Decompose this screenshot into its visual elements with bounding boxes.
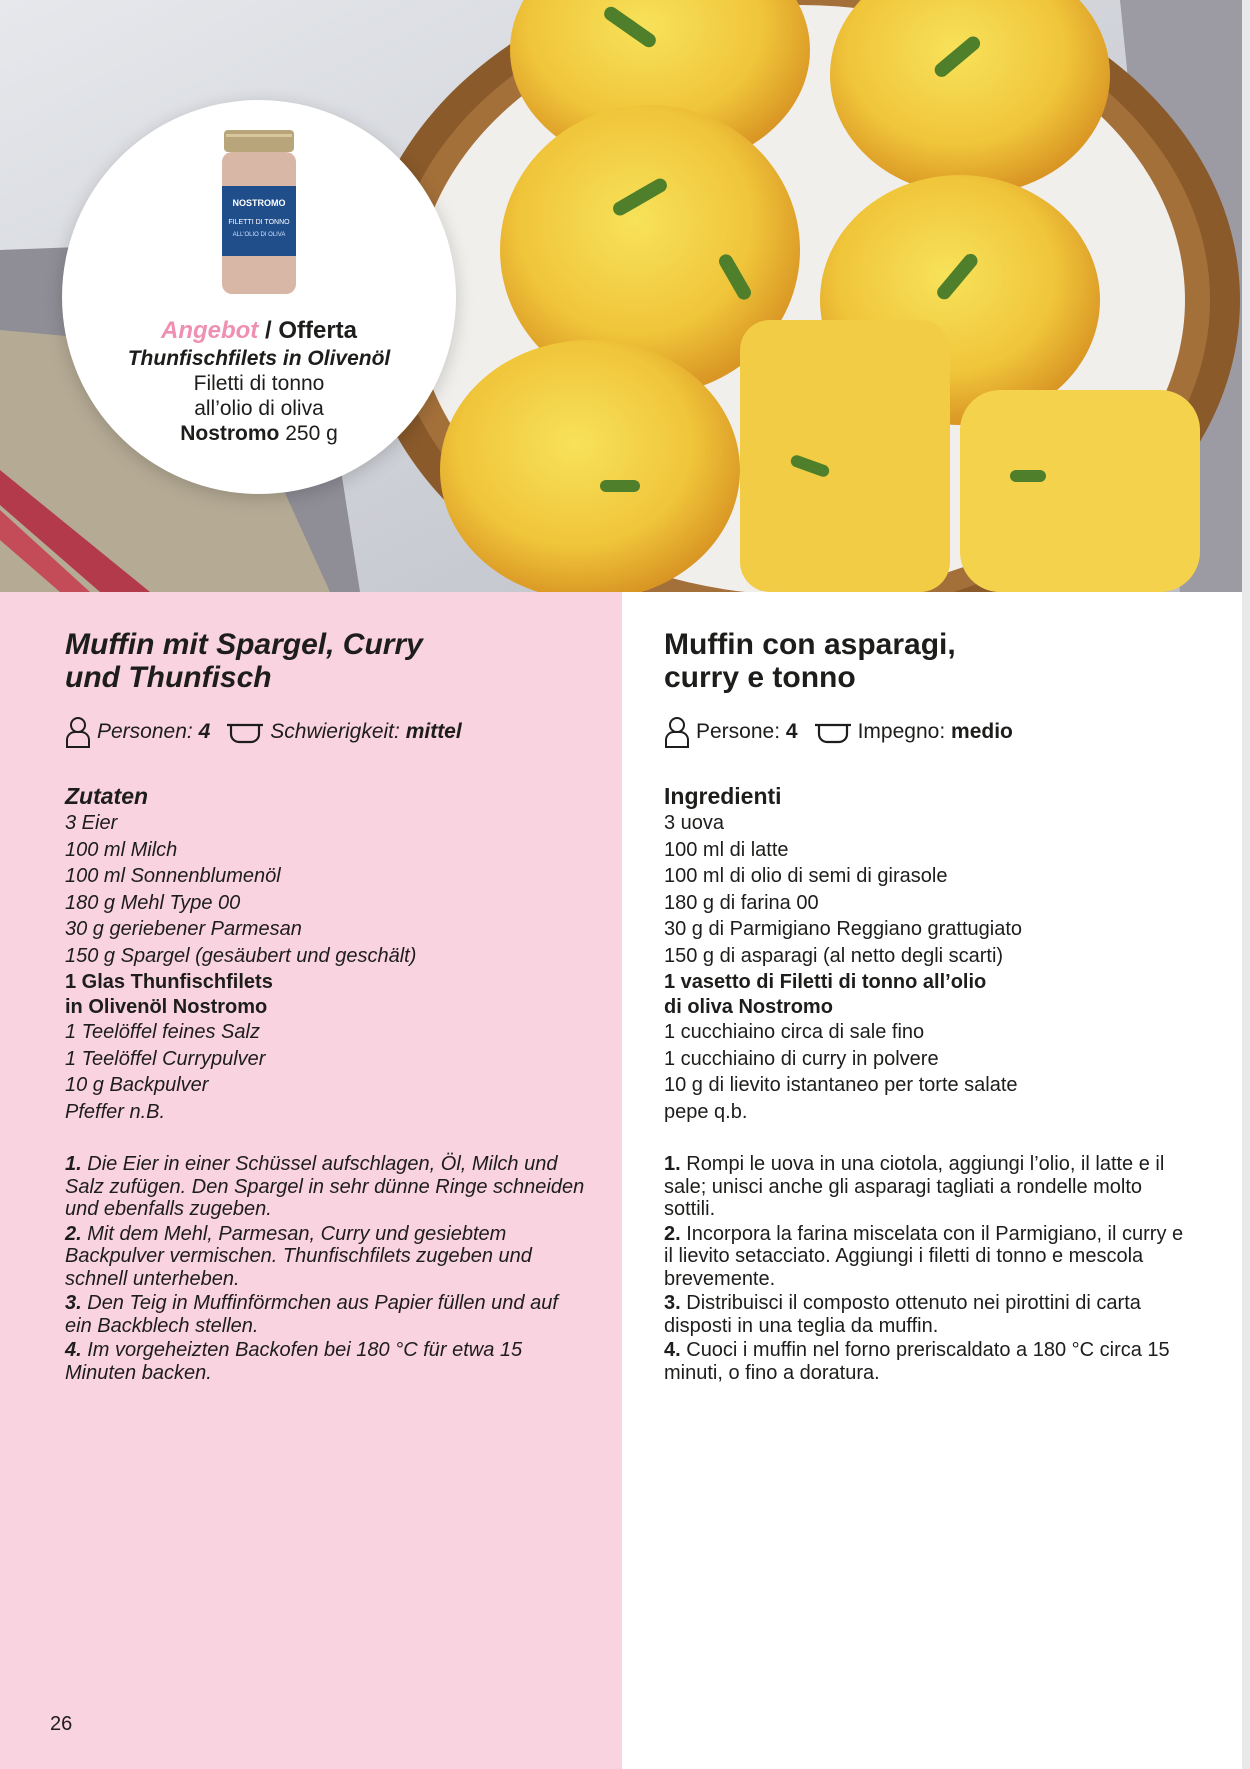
step-number: 4. xyxy=(664,1339,681,1361)
title-line-2: curry e tonno xyxy=(664,661,856,694)
ingredient-item: 1 cucchiaino di curry in polvere xyxy=(664,1047,939,1070)
tuna-jar-image xyxy=(220,128,298,296)
steps-list-de xyxy=(65,1153,585,1384)
ingredient-item: 3 uova xyxy=(664,812,725,834)
difficulty-label: Schwierigkeit xyxy=(270,720,394,743)
persons-value: 4 xyxy=(785,720,798,743)
recipe-german xyxy=(65,628,585,1386)
person-icon xyxy=(664,716,690,748)
page-number: 26 xyxy=(50,1713,73,1735)
step-text: Die Eier in einer Schüssel aufschlagen, Öl, Milch und Salz zufügen. Den Spargel in sehr dünne Ringe schneiden und ebenfalls zugeben. xyxy=(65,1153,585,1220)
step-text: Mit dem Mehl, Parmesan, Curry und gesiebtem Backpulver vermischen. Thunfischfilets zugeben und schnell unterheben. xyxy=(65,1222,532,1290)
ingredient-item: 100 ml di olio di semi di girasole xyxy=(664,865,948,887)
difficulty-label: Impegno xyxy=(857,720,940,743)
step-number: 3. xyxy=(65,1292,82,1314)
ingredient-item-featured: di oliva Nostromo xyxy=(664,996,833,1018)
steps-list-it xyxy=(664,1153,1184,1384)
recipe-meta-it xyxy=(664,716,1184,748)
title-line-1: Muffin mit Spargel, Curry xyxy=(65,628,423,661)
offer-brand: Nostromo xyxy=(180,422,280,445)
jar-brand-label: NOSTROMO xyxy=(232,198,286,208)
ingredient-item-featured: 1 Glas Thunfischfilets xyxy=(65,971,273,993)
offerta-label: Offerta xyxy=(278,317,357,344)
step-number: 2. xyxy=(65,1222,82,1245)
offer-separator: / xyxy=(264,317,272,344)
pot-icon xyxy=(226,720,264,744)
offer-badge xyxy=(62,100,456,494)
difficulty-value: mittel xyxy=(405,720,462,743)
persons-value: 4 xyxy=(198,720,211,743)
ingredient-item: 10 g Backpulver xyxy=(65,1074,209,1096)
ingredient-item: 30 g geriebener Parmesan xyxy=(65,918,302,940)
pot-icon xyxy=(814,720,852,744)
offer-brand-size xyxy=(82,421,436,446)
step-item xyxy=(664,1292,1184,1337)
ingredient-item: 150 g Spargel (gesäubert und geschält) xyxy=(65,944,417,967)
ingredient-item: 100 ml Milch xyxy=(65,838,178,861)
ingredient-item: Pfeffer n.B. xyxy=(65,1100,166,1123)
ingredient-item: 180 g di farina 00 xyxy=(664,891,819,914)
ingredient-item-featured: 1 vasetto di Filetti di tonno all’olio xyxy=(664,971,987,993)
step-item xyxy=(664,1339,1184,1384)
ingredient-item-featured: in Olivenöl Nostromo xyxy=(65,996,268,1018)
step-number: 3. xyxy=(664,1292,681,1314)
ingredient-item: pepe q.b. xyxy=(664,1100,748,1123)
person-icon xyxy=(65,716,91,748)
persons-label: Personen xyxy=(97,720,187,743)
ingredients-heading-de: Zutaten xyxy=(65,783,149,809)
ingredient-item: 100 ml di latte xyxy=(664,838,789,861)
title-line-1: Muffin con asparagi, xyxy=(664,628,956,661)
ingredient-item: 1 Teelöffel feines Salz xyxy=(65,1021,260,1043)
offer-heading xyxy=(82,316,436,346)
jar-product-label: FILETTI DI TONNO xyxy=(228,219,290,226)
step-text: Im vorgeheizten Backofen bei 180 °C für etwa 15 Minuten backen. xyxy=(65,1339,523,1384)
title-line-2: und Thunfisch xyxy=(65,661,272,694)
step-item xyxy=(664,1153,1184,1221)
step-item xyxy=(65,1339,585,1384)
ingredient-item: 1 cucchiaino circa di sale fino xyxy=(664,1021,925,1043)
ingredient-item: 10 g di lievito istantaneo per torte salate xyxy=(664,1074,1018,1096)
recipe-title-de xyxy=(65,628,585,694)
step-item xyxy=(65,1153,585,1221)
offer-product-de: Thunfischfilets in Olivenöl xyxy=(127,347,391,370)
difficulty-colon: : xyxy=(394,720,400,743)
step-item xyxy=(664,1223,1184,1291)
persons-label: Persone xyxy=(696,720,775,743)
ingredients-list-de xyxy=(65,810,585,1125)
ingredients-list-it xyxy=(664,810,1184,1125)
ingredient-item: 150 g di asparagi (al netto degli scarti) xyxy=(664,944,1004,967)
ingredient-item: 3 Eier xyxy=(65,812,118,834)
step-text: Cuoci i muffin nel forno preriscaldato a 180 °C circa 15 minuti, o fino a doratura. xyxy=(664,1339,1170,1384)
step-text: Rompi le uova in una ciotola, aggiungi l’olio, il latte e il sale; unisci anche gli asparagi tagliati a rondelle molto sottili. xyxy=(664,1153,1165,1220)
difficulty-value: medio xyxy=(951,720,1013,743)
ingredient-item: 1 Teelöffel Currypulver xyxy=(65,1047,266,1070)
ingredient-item: 180 g Mehl Type 00 xyxy=(65,891,241,914)
persons-colon: : xyxy=(774,720,781,743)
step-item xyxy=(65,1292,585,1337)
offer-size: 250 g xyxy=(285,422,338,445)
step-number: 1. xyxy=(65,1153,82,1175)
recipe-title-it xyxy=(664,628,1184,694)
difficulty-colon: : xyxy=(939,720,946,743)
angebot-label: Angebot xyxy=(160,317,259,344)
jar-oil-label: ALL'OLIO DI OLIVA xyxy=(232,232,286,238)
recipe-meta-de xyxy=(65,716,585,748)
step-text: Den Teig in Muffinförmchen aus Papier füllen und auf ein Backblech stellen. xyxy=(65,1292,558,1337)
step-text: Incorpora la farina miscelata con il Parmigiano, il curry e il lievito setacciato. Aggiungi i filetti di tonno e mescola brevemente. xyxy=(664,1222,1184,1290)
ingredient-item: 30 g di Parmigiano Reggiano grattugiato xyxy=(664,918,1023,940)
persons-colon: : xyxy=(186,720,193,743)
ingredients-heading-it: Ingredienti xyxy=(664,783,782,809)
recipe-italian xyxy=(664,628,1184,1386)
step-number: 4. xyxy=(65,1339,82,1361)
step-number: 1. xyxy=(664,1153,681,1175)
step-number: 2. xyxy=(664,1222,681,1245)
step-item xyxy=(65,1223,585,1291)
page-edge xyxy=(1242,0,1250,1769)
offer-product-it-1: Filetti di tonno xyxy=(193,372,325,395)
ingredient-item: 100 ml Sonnenblumenöl xyxy=(65,865,281,887)
step-text: Distribuisci il composto ottenuto nei pirottini di carta disposti in una teglia da muffin. xyxy=(664,1292,1141,1337)
offer-product-it-2: all’olio di oliva xyxy=(194,397,324,420)
